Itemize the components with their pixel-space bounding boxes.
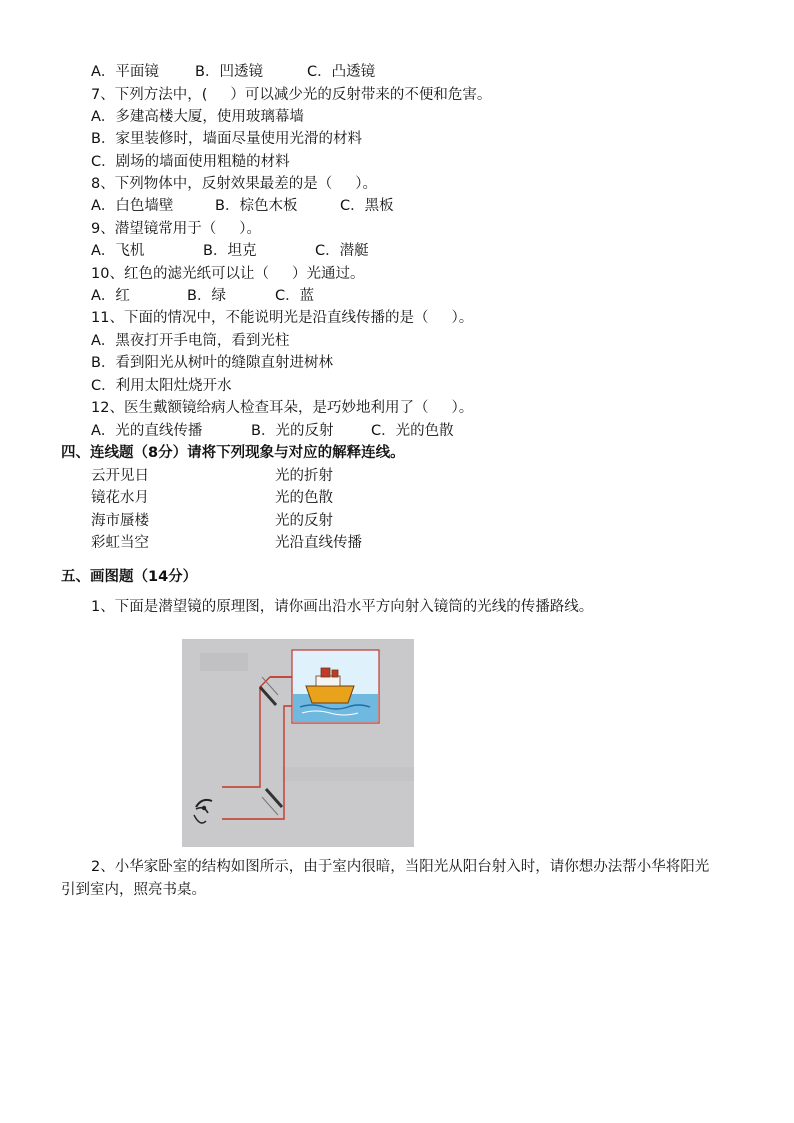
phenomenon-2: 镜花水月: [91, 490, 149, 506]
faint-mark: [282, 767, 414, 781]
q12-stem: 12、医生戴额镜给病人检查耳朵，是巧妙地利用了（ ）。: [91, 400, 474, 416]
phenomenon-4: 彩虹当空: [91, 535, 149, 551]
q9-option-b: B．坦克: [203, 243, 257, 259]
q7-option-a: A．多建高楼大厦，使用玻璃幕墙: [91, 109, 304, 125]
q9-option-c: C．潜艇: [315, 243, 369, 259]
q9-stem: 9、潜望镜常用于（ ）。: [91, 221, 262, 237]
section-5-question-1: 1、下面是潜望镜的原理图，请你画出沿水平方向射入镜筒的光线的传播路线。: [91, 599, 594, 615]
section-4-heading: 四、连线题（8分）请将下列现象与对应的解释连线。: [61, 445, 405, 461]
phenomenon-1: 云开见日: [91, 468, 149, 484]
q6-option-a: A．平面镜: [91, 64, 159, 80]
ship-picture: [292, 650, 379, 723]
q7-stem: 7、下列方法中，( ）可以减少光的反射带来的不便和危害。: [91, 87, 492, 103]
faint-mark: [200, 653, 248, 671]
q8-option-b: B．棕色木板: [215, 198, 298, 214]
q10-option-b: B．绿: [187, 288, 226, 304]
q10-stem: 10、红色的滤光纸可以让（ ）光通过。: [91, 266, 365, 282]
q7-option-c: C．剧场的墙面使用粗糙的材料: [91, 154, 290, 170]
q12-option-a: A．光的直线传播: [91, 423, 203, 439]
q7-option-b: B．家里装修时，墙面尽量使用光滑的材料: [91, 131, 362, 147]
q9-option-a: A．飞机: [91, 243, 145, 259]
section-5-question-2: 2、小华家卧室的结构如图所示，由于室内很暗，当阳光从阳台射入时，请你想办法帮小华将阳光引到室内，照亮书桌。: [61, 859, 710, 898]
explanation-3: 光的反射: [275, 513, 333, 529]
q11-option-c: C．利用太阳灶烧开水: [91, 378, 232, 394]
q11-option-b: B．看到阳光从树叶的缝隙直射进树林: [91, 355, 333, 371]
q12-option-b: B．光的反射: [251, 423, 334, 439]
explanation-1: 光的折射: [275, 468, 333, 484]
q6-option-b: B．凹透镜: [195, 64, 263, 80]
q6-option-c: C．凸透镜: [307, 64, 376, 80]
q12-option-c: C．光的色散: [371, 423, 454, 439]
explanation-2: 光的色散: [275, 490, 333, 506]
q10-option-c: C．蓝: [275, 288, 315, 304]
q8-stem: 8、下列物体中，反射效果最差的是（ ）。: [91, 176, 378, 192]
q8-option-c: C．黑板: [340, 198, 394, 214]
q11-option-a: A．黑夜打开手电筒，看到光柱: [91, 333, 290, 349]
q11-stem: 11、下面的情况中，不能说明光是沿直线传播的是（ ）。: [91, 310, 474, 326]
section-5-heading: 五、画图题（14分）: [61, 569, 198, 585]
q10-option-a: A．红: [91, 288, 130, 304]
phenomenon-3: 海市蜃楼: [91, 513, 149, 529]
periscope-diagram: [182, 639, 414, 847]
explanation-4: 光沿直线传播: [275, 535, 362, 551]
q8-option-a: A．白色墙壁: [91, 198, 174, 214]
